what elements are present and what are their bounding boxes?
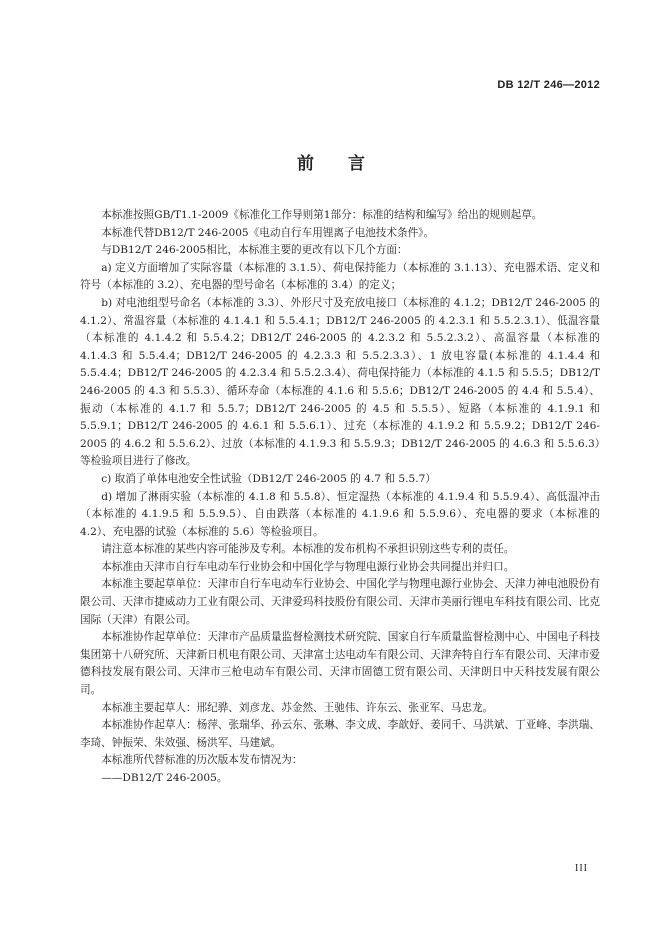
paragraph: 本标准主要起草人：邢纪骅、刘彦龙、苏金然、王驰伟、许东云、张亚军、马忠龙。: [101, 701, 494, 714]
paragraph: ——DB12/T 246-2005。: [101, 772, 228, 784]
foreword-body: [80, 207, 600, 788]
paragraph: 本标准主要起草单位：天津市自行车电动车行业协会、中国化学与物理电源行业协会、天津力神电池股份有限公司、天津市捷威动力工业有限公司、天津爱玛科技股份有限公司、天津市美丽行锂电车科技有限公司、比克国际（天津）有限公司。: [80, 578, 600, 626]
paragraph: 本标准协作起草人：杨萍、张瑞华、孙云东、张琳、李文成、李歆妤、姜同千、马洪斌、丁亚峰、李洪瑞、李琦、钟振荣、朱效强、杨洪军、马建斌。: [80, 719, 600, 749]
paragraph: a) 定义方面增加了实际容量（本标准的 3.1.5）、荷电保持能力（本标准的 3.1.13）、充电器术语、定义和符号（本标准的 3.2）、充电器的型号命名（本标准的 3.4）的定义；: [80, 261, 600, 292]
paragraph: c) 取消了单体电池安全性试验（DB12/T 246-2005 的 4.7 和 5.5.7）: [101, 472, 436, 485]
paragraph: 本标准代替DB12/T 246-2005《电动自行车用锂离子电池技术条件》。: [101, 226, 435, 239]
page-title: 前言: [297, 154, 399, 174]
paragraph: b) 对电池组型号命名（本标准的 3.3）、外形尺寸及充放电接口（本标准的 4.1.2；DB12/T 246-2005 的 4.1.2）、常温容量（本标准的 4.1.4.1 和 5.5.4.1；DB12/T 246-2005 的 4.2.3.1 和 5.5.2.3.1）、低温容量（本标准的 4.1.4.2 和 5.5.4.2；DB12/T 246-2005 的 4.2.3.2 和 5.5.2.3.2）、高温容量（本标准的 4.1.4.3 和 5.5.4.4；DB12/T 246-2005 的 4.2.3.3 和 5.5.2.3.3）、1 放电容量(本标准的 4.1.4.4 和 5.5.4.4；DB12/T 246-2005 的 4.2.3.4 和 5.5.2.3.4）、荷电保持能力（本标准的 4.1.5 和 5.5.5；DB12/T 246-2005 的 4.3 和 5.5.3）、循环寿命（本标准的 4.1.6 和 5.5.6；DB12/T 246-2005 的 4.4 和 5.5.4）、振动（本标准的 4.1.7 和 5.5.7；DB12/T 246-2005 的 4.5 和 5.5.5）、短路（本标准的 4.1.9.1 和 5.5.9.1；DB12/T 246-2005 的 4.6.1 和 5.5.6.1）、过充（本标准的 4.1.9.2 和 5.5.9.2；DB12/T 246-2005 的 4.6.2 和 5.5.6.2）、过放（本标准的 4.1.9.3 和 5.5.9.3；DB12/T 246-2005 的 4.6.3 和 5.5.6.3）等检验项目进行了修改。: [80, 296, 600, 468]
paragraph: 本标准协作起草单位：天津市产品质量监督检测技术研究院、国家自行车质量监督检测中心、中国电子科技集团第十八研究所、天津新日机电有限公司、天津富士达电动车有限公司、天津奔特自行车有限公司、天津市爱德科技发展有限公司、天津市三枪电动车有限公司、天津市固德工贸有限公司、天津朗日中天科技发展有限公司。: [80, 631, 600, 697]
paragraph: 本标准按照GB/T1.1-2009《标准化工作导则第1部分：标准的结构和编写》给出的规则起草。: [101, 209, 543, 221]
paragraph: 与DB12/T 246-2005相比，本标准主要的更改有以下几个方面：: [101, 244, 408, 257]
standard-code: DB 12/T 246—2012: [497, 79, 600, 91]
page-number: III: [575, 863, 588, 874]
paragraph: 本标准所代替标准的历次版本发布情况为：: [101, 754, 303, 767]
paragraph: 本标准由天津市自行车电动车行业协会和中国化学与物理电源行业协会共同提出并归口。: [101, 560, 515, 573]
paragraph: 请注意本标准的某些内容可能涉及专利。本标准的发布机构不承担识别这些专利的责任。: [101, 543, 515, 556]
paragraph: d) 增加了淋雨实验（本标准的 4.1.8 和 5.5.8）、恒定湿热（本标准的 4.1.9.4 和 5.5.9.4）、高低温冲击（本标准的 4.1.9.5 和 5.5.9.5）、自由跌落（本标准的 4.1.9.6 和 5.5.9.6）、充电器的要求（本标准的 4.2）、充电器的试验（本标准的 5.6）等检验项目。: [80, 490, 600, 538]
